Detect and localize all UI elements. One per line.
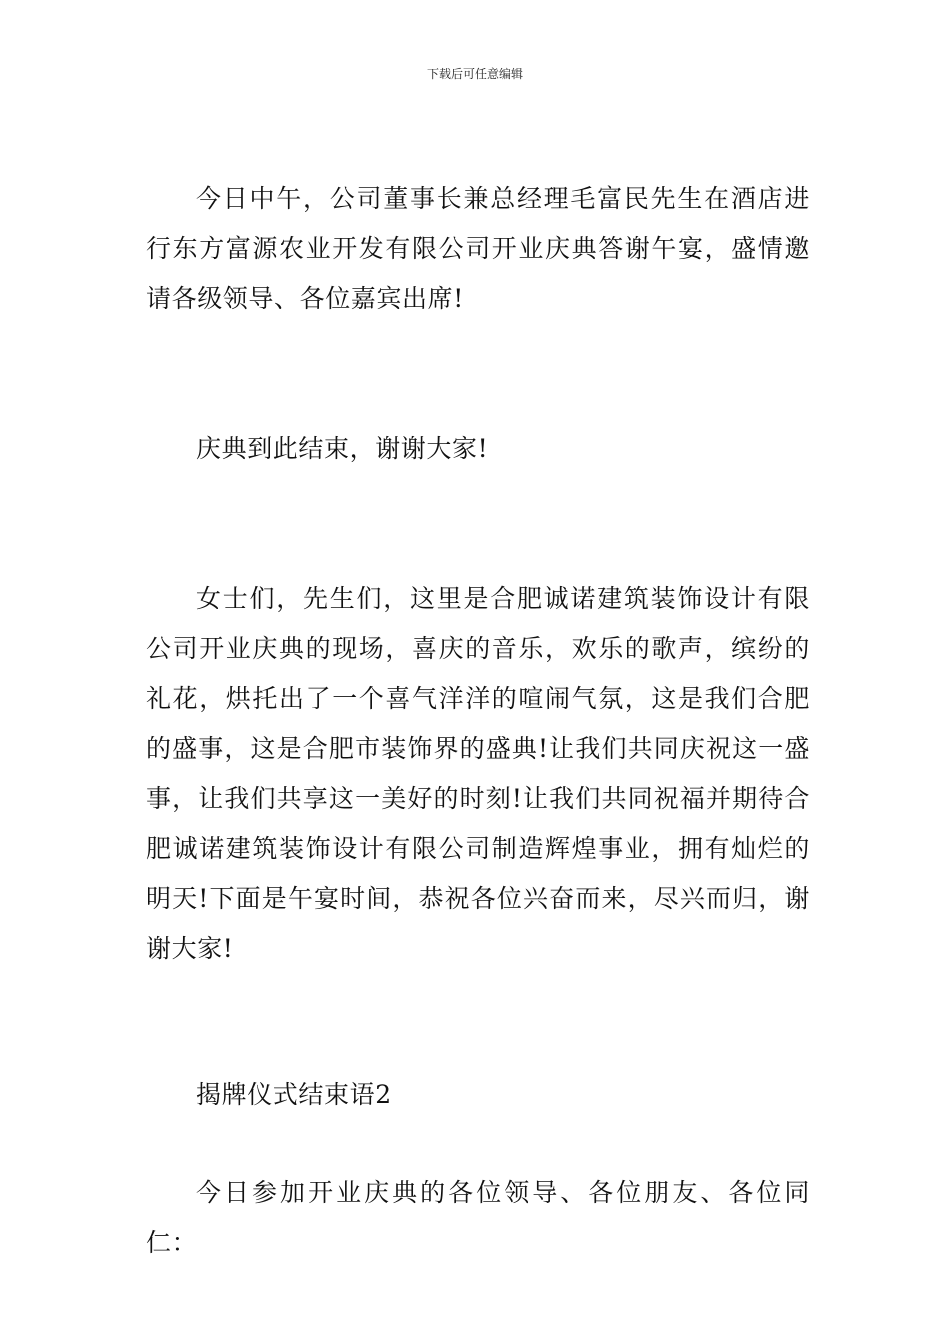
paragraph-greeting: 今日参加开业庆典的各位领导、各位朋友、各位同仁： [146,1178,810,1257]
paragraph-luncheon-invitation: 今日中午，公司董事长兼总经理毛富民先生在酒店进行东方富源农业开发有限公司开业庆典答谢午宴，盛情邀请各级领导、各位嘉宾出席! [146,184,810,313]
paragraph-ceremony-end: 庆典到此结束，谢谢大家! [196,434,489,463]
paragraph-opening-speech: 女士们，先生们，这里是合肥诚诺建筑装饰设计有限公司开业庆典的现场，喜庆的音乐，欢乐的歌声，缤纷的礼花，烘托出了一个喜气洋洋的喧闹气氛，这是我们合肥的盛事，这是合肥市装饰界的盛典!让我们共同庆祝这一盛事，让我们共享这一美好的时刻!让我们共同祝福并期待合肥诚诺建筑装饰设计有限公司制造辉煌事业，拥有灿烂的明天!下面是午宴时间，恭祝各位兴奋而来，尽兴而归，谢谢大家! [146,584,810,963]
page-header: 下载后可任意编辑 [426,67,523,81]
section-heading: 揭牌仪式结束语2 [196,1080,392,1109]
